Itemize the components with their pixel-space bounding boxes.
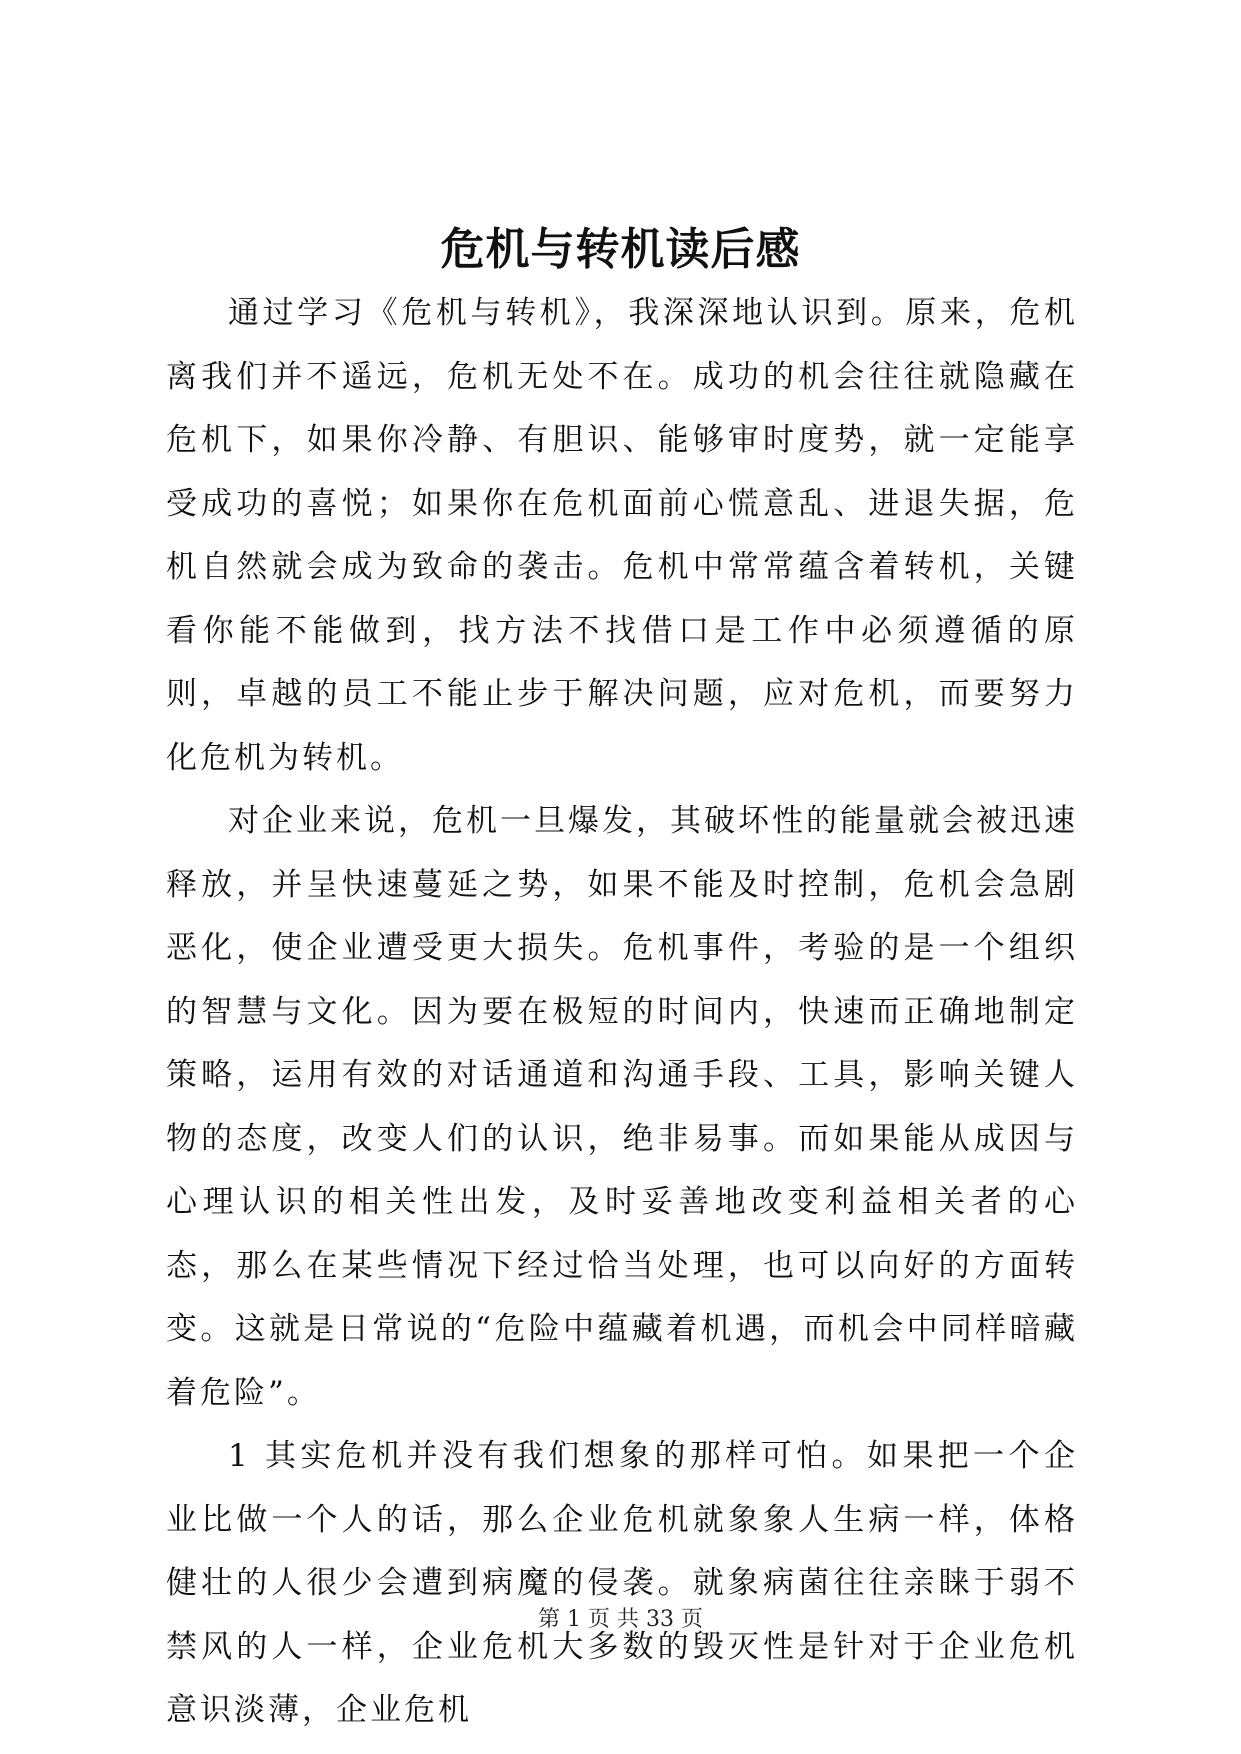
- document-title: 危机与转机读后感: [440, 224, 801, 275]
- paragraph: 1 其实危机并没有我们想象的那样可怕。如果把一个企业比做一个人的话，那么企业危机就象象人生病一样，体格健壮的人很少会遭到病魔的侵袭。就象病菌往往亲睐于弱不禁风的人一样，企业危机大多数的毁灭性是针对于企业危机意识淡薄，企业危机: [166, 1438, 1078, 1728]
- paragraph: 通过学习《危机与转机》，我深深地认识到。原来，危机离我们并不遥远，危机无处不在。成功的机会往往就隐藏在危机下，如果你冷静、有胆识、能够审时度势，就一定能享受成功的喜悦；如果你在危机面前心慌意乱、进退失据，危机自然就会成为致命的袭击。危机中常常蕴含着转机，关键看你能不能做到，找方法不找借口是工作中必须遵循的原则，卓越的员工不能止步于解决问题，应对危机，而要努力化危机为转机。: [166, 295, 1078, 776]
- page-footer: 第 1 页 共 33 页: [538, 1607, 703, 1632]
- document-body: [166, 282, 1078, 1743]
- paragraph: 对企业来说，危机一旦爆发，其破坏性的能量就会被迅速释放，并呈快速蔓延之势，如果不能及时控制，危机会急剧恶化，使企业遭受更大损失。危机事件，考验的是一个组织的智慧与文化。因为要在极短的时间内，快速而正确地制定策略，运用有效的对话通道和沟通手段、工具，影响关键人物的态度，改变人们的认识，绝非易事。而如果能从成因与心理认识的相关性出发，及时妥善地改变利益相关者的心态，那么在某些情况下经过恰当处理，也可以向好的方面转变。这就是日常说的“危险中蕴藏着机遇，而机会中同样暗藏着危险”。: [166, 803, 1078, 1411]
